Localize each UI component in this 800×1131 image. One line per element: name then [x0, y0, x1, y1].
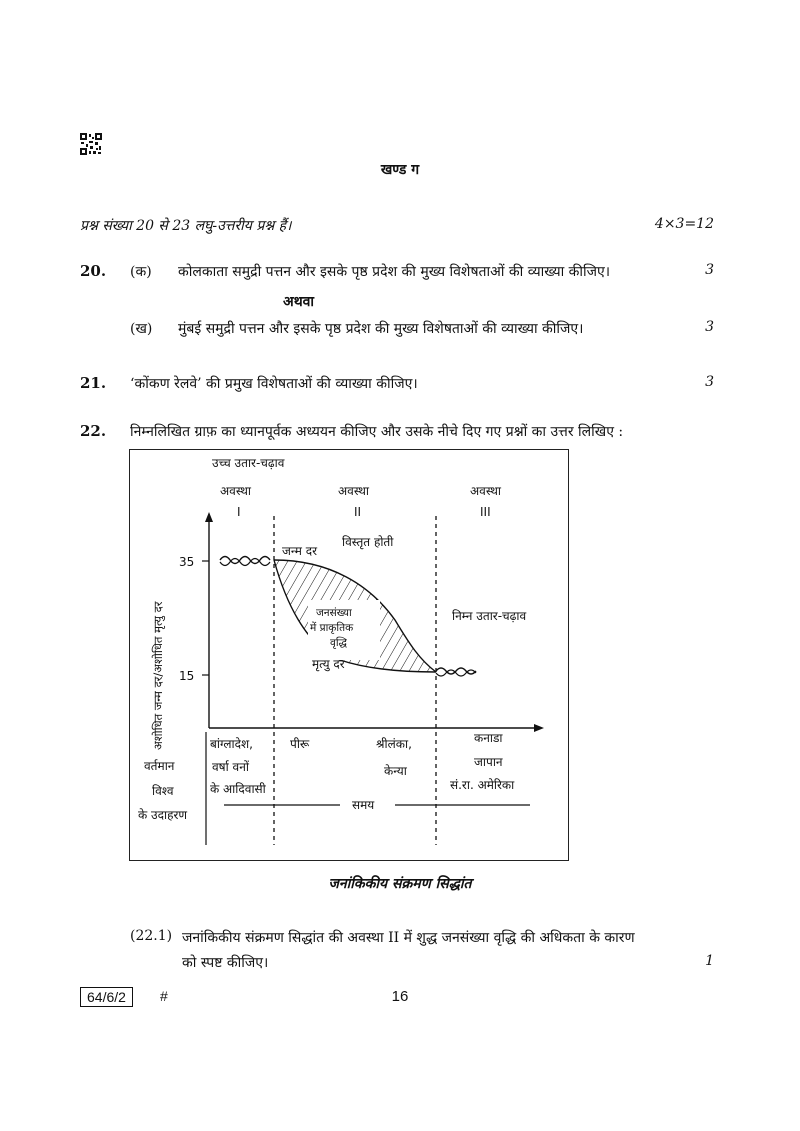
stage-1-numeral: I [237, 505, 241, 519]
growth-label-line2: में प्राकृतिक [310, 622, 354, 634]
instructions-marks: 4×3=12 [654, 216, 714, 232]
option-label-a: (क) [130, 264, 152, 280]
birth-rate-label: जन्म दर [282, 544, 317, 558]
hash-mark: # [160, 988, 168, 1004]
figure-canvas [130, 450, 570, 862]
time-label: समय [352, 798, 375, 812]
paper-code: 64/6/2 [80, 987, 133, 1007]
example-stage3-line2: जापान [474, 755, 503, 769]
option-label-b: (ख) [130, 321, 153, 337]
qr-code-icon [80, 133, 102, 155]
stage-1-wavy-line [220, 557, 270, 564]
question-20b-text: मुंबई समुद्री पत्तन और इसके पृष्ठ प्रदेश की मुख्य विशेषताओं की व्याख्या कीजिए। [178, 321, 584, 337]
page-number: 16 [391, 988, 409, 1005]
example-stage2b-line2: केन्या [384, 764, 407, 778]
section-title: खण्ड ग [380, 162, 420, 178]
or-label: अथवा [283, 294, 315, 310]
stage-2-word: अवस्था [338, 484, 370, 498]
sub-question-line2: को स्पष्ट कीजिए। [182, 955, 269, 971]
y-tick-label-35: 35 [179, 555, 195, 569]
question-22-text: निम्नलिखित ग्राफ़ का ध्यानपूर्वक अध्ययन कीजिए और उसके नीचे दिए गए प्रश्नों का उत्तर लिखिए : [130, 424, 624, 440]
instructions-text: प्रश्न संख्या 20 से 23 लघु-उत्तरीय प्रश्न हैं। [80, 218, 292, 234]
stage-1-word: अवस्था [220, 484, 252, 498]
demographic-transition-figure [129, 449, 569, 861]
example-stage1-line2: वर्षा वनों [212, 760, 249, 774]
x-axis-arrow [534, 724, 544, 732]
y-tick-label-15: 15 [179, 669, 195, 683]
low-fluctuation-label: निम्न उतार-चढ़ाव [452, 609, 527, 623]
example-stage1-line3: के आदिवासी [210, 782, 266, 796]
stage-2-numeral: II [354, 505, 362, 519]
growth-label-line1: जनसंख्या [316, 607, 352, 619]
question-20a-marks: 3 [705, 262, 714, 278]
growth-label-line3: वृद्धि [330, 637, 347, 649]
examples-heading-line2: विश्व [152, 784, 174, 798]
sub-question-line1: जनांकिकीय संक्रमण सिद्धांत की अवस्था II में शुद्ध जनसंख्या वृद्धि की अधिकता के कारण [182, 930, 635, 946]
stage-1-wavy-line-lower [220, 559, 270, 566]
figure-caption: जनांकिकीय संक्रमण सिद्धांत [328, 876, 472, 892]
y-axis-arrow [205, 512, 213, 522]
question-20b-marks: 3 [705, 319, 714, 335]
example-stage1-line1: बांग्लादेश, [210, 737, 253, 751]
question-number-20: 20. [80, 262, 107, 280]
stage-3-word: अवस्था [470, 484, 502, 498]
example-stage2b-line1: श्रीलंका, [376, 737, 412, 751]
question-21-marks: 3 [705, 374, 714, 390]
question-20a-text: कोलकाता समुद्री पत्तन और इसके पृष्ठ प्रदेश की मुख्य विशेषताओं की व्याख्या कीजिए। [178, 264, 611, 280]
question-number-21: 21. [80, 374, 107, 392]
examples-heading-line1: वर्तमान [144, 759, 175, 773]
question-21-text: ‘कोंकण रेलवे’ की प्रमुख विशेषताओं की व्याख्या कीजिए। [130, 376, 418, 392]
examples-heading-line3: के उदाहरण [138, 808, 188, 822]
sub-question-marks: 1 [705, 953, 714, 969]
example-stage2a: पीरू [290, 737, 310, 751]
high-fluctuation-label: उच्च उतार-चढ़ाव [212, 456, 285, 470]
example-stage3-line3: सं.रा. अमेरिका [450, 778, 515, 792]
expanding-label: विस्तृत होती [342, 535, 394, 549]
death-rate-label: मृत्यु दर [312, 657, 345, 671]
question-number-22: 22. [80, 422, 107, 440]
sub-question-number: (22.1) [130, 928, 173, 944]
example-stage3-line1: कनाडा [474, 731, 503, 745]
y-axis-label: अशोधित जन्म दर/अशोधित मृत्यु दर [151, 601, 165, 750]
stage-3-numeral: III [480, 505, 491, 519]
